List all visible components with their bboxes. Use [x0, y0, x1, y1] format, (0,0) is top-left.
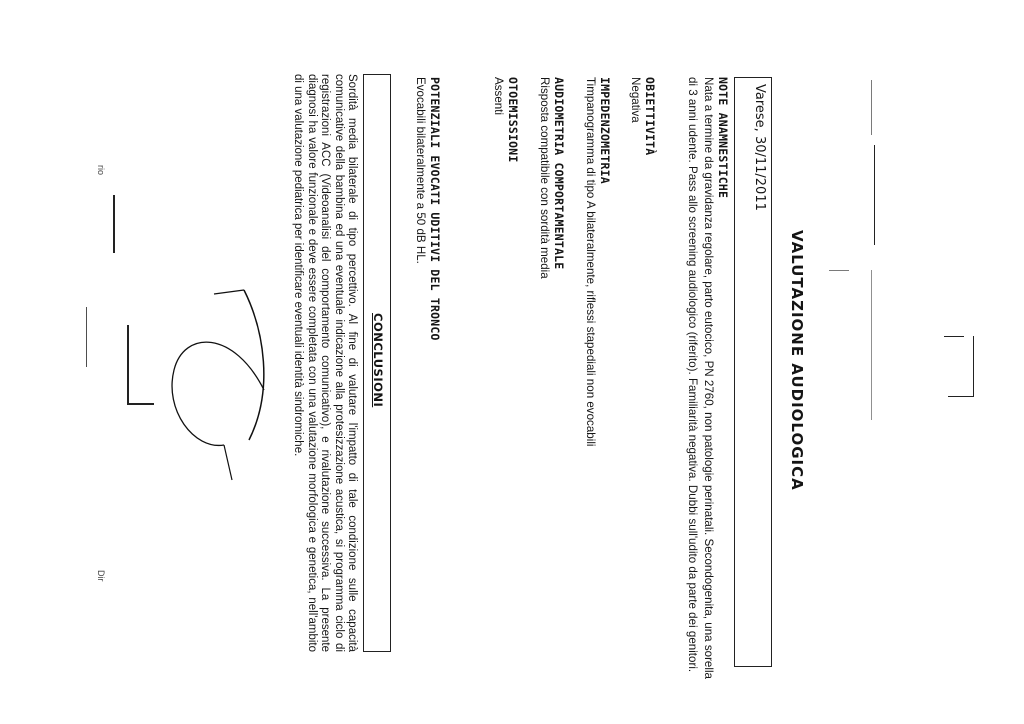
section-text: Negativa [629, 77, 642, 123]
scan-mark-corner-2 [948, 396, 974, 397]
section-text: Nata a termine da gravidanza regolare, parto eutocico, PN 2760, non patologie perinatali. Secondogenita, una sorella di 3 anni udente. Pass allo screening audiologico (riferito). Familiarità negativa. Dubbi sull'udito da parte dei genitori. [686, 77, 715, 679]
scan-mark-side [829, 270, 849, 271]
section-obiettivita [628, 77, 658, 689]
section-potenziali-evocati [413, 77, 443, 689]
date-box [734, 77, 772, 667]
conclusions-text: Sordità media bilaterale di tipo percettivo. Al fine di valutare l'impatto di tale condizione sulle capacità comunicative della bambina ed una eventuale indicazione alla protesizzazione acustica, si programma ciclo di registrazioni ACC (Videoanalisi del comportamento comunicativo), e rivalutazione successiva. La presente diagnosi ha valore funzionale e deve essere completata con una valutazione morfologica e genetica, nell'ambito di una valutazione pediatrica per identificare eventuali identità sindromiche. [292, 74, 358, 652]
document-title: VALUTAZIONE AUDIOLOGICA [788, 230, 806, 491]
section-heading: NOTE ANAMNESTICHE [716, 77, 730, 199]
section-text: Timpanogramma di tipo A bilateralmente, riflessi stapediali non evocabili [584, 77, 597, 447]
section-heading: IMPEDENZOMETRIA [598, 77, 612, 184]
scan-mark-line-2 [86, 307, 87, 367]
conclusions-box [363, 74, 391, 652]
scan-mark-top [874, 145, 875, 245]
section-note-anamnestiche [685, 77, 730, 689]
scan-mark-top-3 [871, 80, 872, 135]
scan-mark-corner-3 [944, 336, 964, 337]
section-text: Assenti [492, 77, 505, 116]
section-impedenzometria [583, 77, 613, 689]
margin-mark-right: rio [96, 165, 106, 176]
section-heading: OBIETTIVITÀ [643, 77, 657, 156]
section-heading: AUDIOMETRIA COMPORTAMENTALE [552, 77, 566, 270]
section-audiometria [537, 77, 567, 689]
margin-mark-left: Dir [96, 570, 106, 582]
scan-mark-bracket [127, 325, 129, 405]
section-otoemissioni [491, 77, 521, 689]
scan-mark-top-2 [871, 270, 872, 420]
scan-mark-bracket-2 [127, 403, 154, 405]
section-text: Risposta compatibile con sordità media [538, 77, 551, 279]
section-heading: OTOEMISSIONI [506, 77, 520, 163]
scan-mark-line [114, 195, 116, 253]
section-heading: POTENZIALI EVOCATI UDITIVI DEL TRONCO [428, 77, 442, 341]
date-text: Varese, 30/11/2011 [752, 84, 767, 211]
conclusions-title: CONCLUSIONI [371, 313, 385, 408]
section-text: Evocabili bilateralmente a 50 dB HL. [414, 77, 427, 264]
scan-mark-corner [973, 336, 974, 396]
signature [144, 270, 304, 500]
